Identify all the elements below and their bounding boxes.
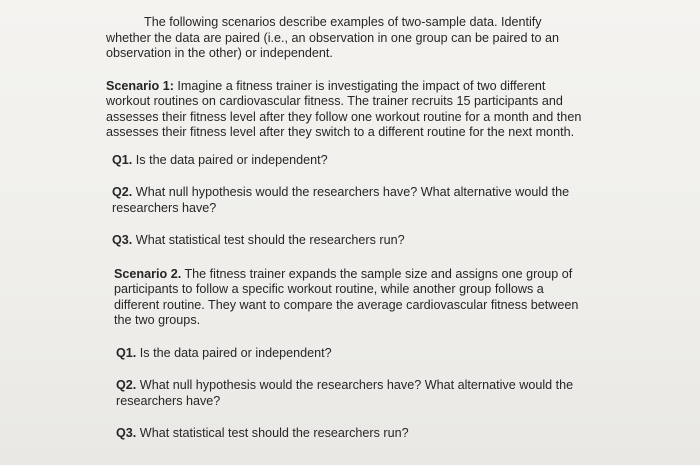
- scenario-1-question-1: [106, 153, 584, 169]
- question-label: Q2.: [112, 185, 133, 199]
- scenario-2-paragraph: [106, 267, 584, 329]
- scenario-1-question-3: [106, 233, 584, 249]
- question-text: What statistical test should the researchers run?: [136, 426, 409, 440]
- scenario-2-question-2: [106, 378, 584, 409]
- question-text: Is the data paired or independent?: [132, 152, 328, 167]
- question-label: Q3.: [116, 426, 137, 440]
- scenario-1-paragraph: [106, 79, 584, 141]
- scenario-2-label: Scenario 2.: [114, 266, 182, 281]
- question-label: Q1.: [112, 152, 133, 167]
- scenario-1-label: Scenario 1:: [106, 78, 174, 93]
- question-text: What null hypothesis would the researchers have? What alternative would the researchers have?: [112, 185, 570, 215]
- intro-paragraph: The following scenarios describe examples of two-sample data. Identify whether the data are paired (i.e., an observation in one group can be paired to an observation in the other) or independent.: [106, 15, 559, 60]
- scenario-2-question-3: [106, 426, 584, 442]
- question-text: Is the data paired or independent?: [136, 345, 332, 360]
- scenario-2-text: The fitness trainer expands the sample size and assigns one group of participants to follow a specific workout routine, while another group follows a different routine. They want to compare the average cardiovascular fitness between the two groups.: [114, 266, 579, 327]
- question-label: Q3.: [112, 233, 133, 247]
- scenario-1-text: Imagine a fitness trainer is investigating the impact of two different workout routines on cardiovascular fitness. The trainer recruits 15 participants and assesses their fitness level after they follow one workout routine for a month and then assesses their fitness level after they switch to a different routine for the next month.: [106, 78, 582, 139]
- question-text: What statistical test should the researchers run?: [132, 233, 405, 247]
- scenario-2-question-1: [106, 346, 584, 362]
- document-content: [106, 15, 584, 442]
- scenario-1-question-2: [106, 185, 584, 216]
- question-text: What null hypothesis would the researchers have? What alternative would the researchers have?: [116, 378, 574, 408]
- question-label: Q2.: [116, 378, 137, 392]
- question-label: Q1.: [116, 345, 137, 360]
